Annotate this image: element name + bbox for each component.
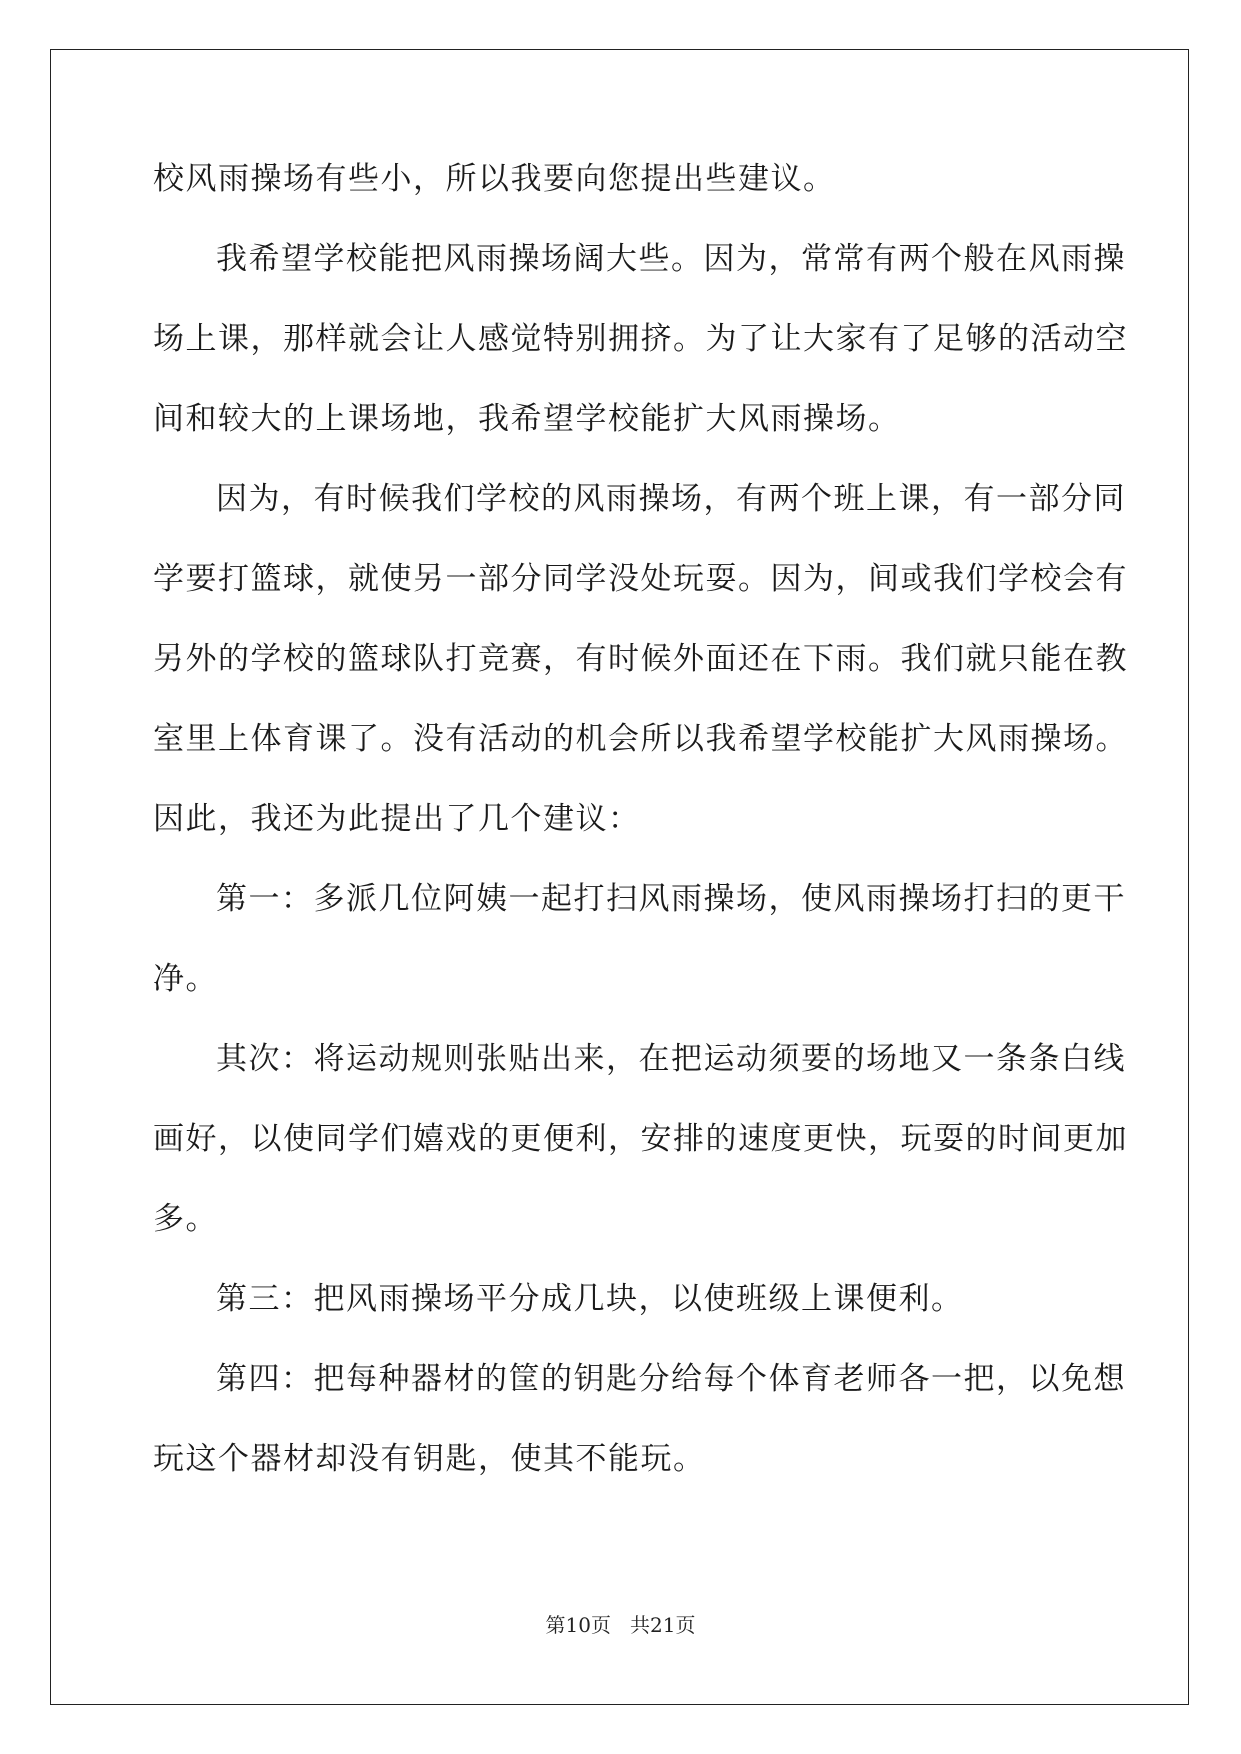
paragraph-start-line: 我希望学校能把风雨操场阔大些。因为，常常有两个般在风雨操 <box>216 241 1126 277</box>
text-line: 另外的学校的篮球队打竞赛，有时候外面还在下雨。我们就只能在教 <box>153 641 1128 677</box>
text-line: 室里上体育课了。没有活动的机会所以我希望学校能扩大风雨操场。 <box>153 721 1128 757</box>
page-footer <box>0 1609 1241 1638</box>
text-line: 校风雨操场有些小，所以我要向您提出些建议。 <box>153 161 836 197</box>
text-line: 场上课，那样就会让人感觉特别拥挤。为了让大家有了足够的活动空 <box>153 321 1128 357</box>
page-label-suffix: 页 <box>590 1613 611 1637</box>
text-line: 净。 <box>153 961 218 997</box>
paragraph-start-line: 因为，有时候我们学校的风雨操场，有两个班上课，有一部分同 <box>216 481 1126 517</box>
paragraph-start-line: 其次：将运动规则张贴出来，在把运动须要的场地又一条条白线 <box>216 1041 1126 1077</box>
page-number: 10 <box>565 1613 591 1637</box>
text-line: 多。 <box>153 1201 218 1237</box>
text-line: 因此，我还为此提出了几个建议： <box>153 801 641 837</box>
total-pages: 21 <box>650 1613 676 1637</box>
paragraph-start-line: 第四：把每种器材的筐的钥匙分给每个体育老师各一把，以免想 <box>216 1361 1126 1397</box>
text-line: 玩这个器材却没有钥匙，使其不能玩。 <box>153 1441 706 1477</box>
text-line: 画好，以使同学们嬉戏的更便利，安排的速度更快，玩耍的时间更加 <box>153 1121 1128 1157</box>
text-line: 学要打篮球，就使另一部分同学没处玩耍。因为，间或我们学校会有 <box>153 561 1128 597</box>
paragraph-start-line: 第三：把风雨操场平分成几块，以使班级上课便利。 <box>216 1281 964 1317</box>
page-label-prefix: 第 <box>545 1613 566 1637</box>
total-suffix: 页 <box>675 1613 696 1637</box>
text-line: 间和较大的上课场地，我希望学校能扩大风雨操场。 <box>153 401 901 437</box>
paragraph-start-line: 第一：多派几位阿姨一起打扫风雨操场，使风雨操场打扫的更干 <box>216 881 1126 917</box>
total-prefix: 共 <box>630 1613 651 1637</box>
